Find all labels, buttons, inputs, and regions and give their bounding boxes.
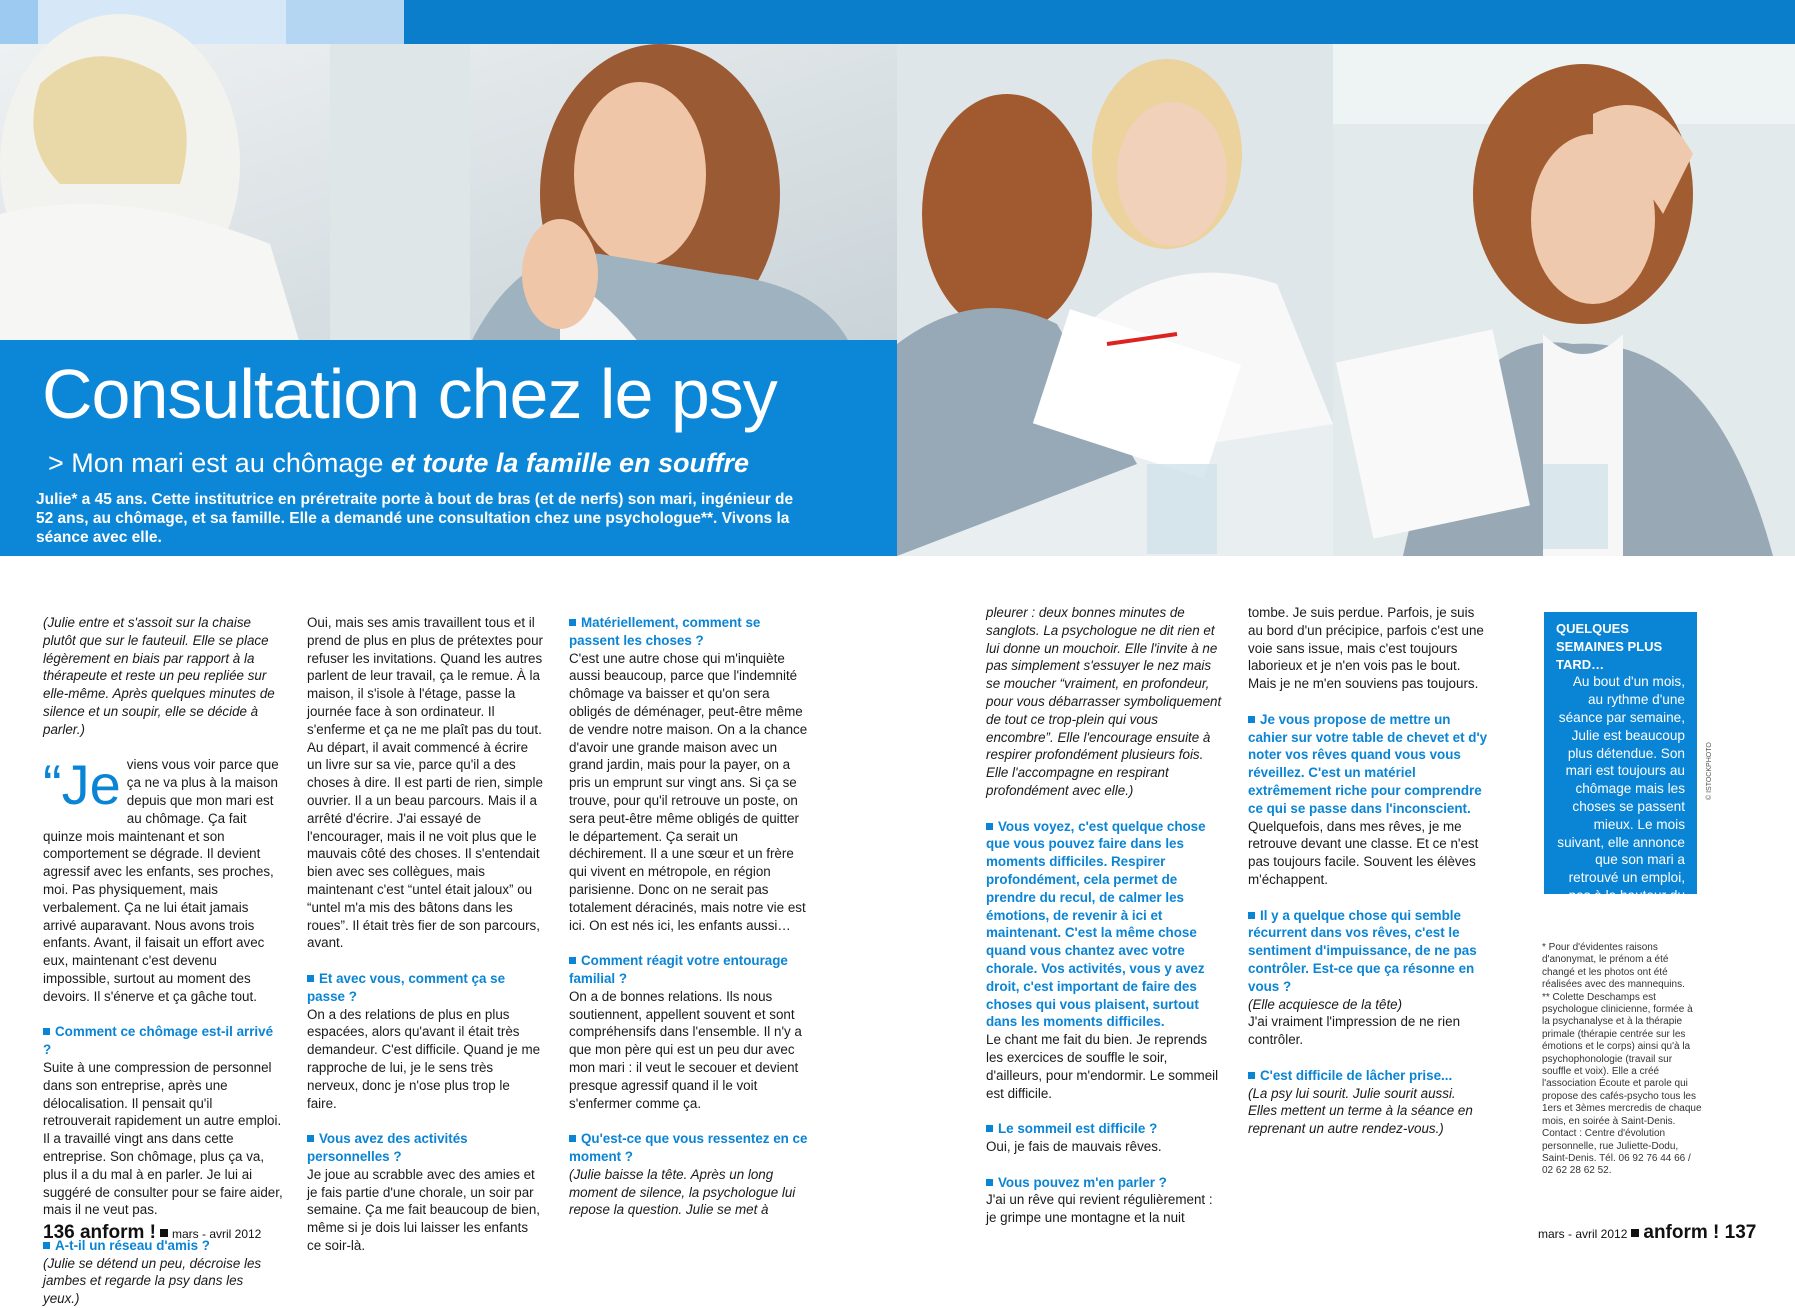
square-bullet-icon (569, 957, 576, 964)
stage-direction: (Julie baisse la tête. Après un long moment de silence, la psychologue lui repose la question. Julie se met à (569, 1166, 796, 1218)
photo-middle-notes (897, 44, 1333, 556)
question: Vous voyez, c'est quelque chose que vous pouvez faire dans les moments difficiles. Respirer profondément, cela permet de prendre du recul, de calmer les émotions, de revenir à ici et maintenant. C'est la même chose quand vous chantez avec votre chorale. Vos activités, vous y avez droit, c'est important de faire des choses qui vous plaisent, surtout dans les moments difficiles. (986, 818, 1206, 1030)
answer: On a des relations de plus en plus espacées, alors qu'avant il était très demandeur. C'est difficile. Quand je me rapproche de lui, je le sens très nerveux, donc je n'ose plus trop le faire. (307, 1006, 541, 1111)
stage-direction: (La psy lui sourit. Julie sourit aussi. Elles mettent un terme à la séance en reprenant un autre rendez-vous.) (1248, 1085, 1473, 1137)
square-bullet-icon (1631, 1229, 1639, 1237)
stage-direction: (Elle acquiesce de la tête) (1248, 996, 1403, 1012)
column-1 (43, 614, 283, 1308)
square-bullet-icon (307, 1135, 314, 1142)
answer: tombe. Je suis perdue. Parfois, je suis au bord d'un précipice, parfois c'est une voie sans issue, mais c'est toujours laborieux et je n'en vois pas le bout. Mais je ne m'en souviens pas toujours. (1248, 605, 1484, 692)
column-5 (1248, 604, 1488, 1138)
question: Je vous propose de mettre un cahier sur votre table de chevet et d'y noter vos rêves quand vous vous réveillez. C'est un matériel extrêmement riche pour comprendre ce qui se passe dans l'inconscient. (1248, 711, 1488, 816)
article-intro: Julie* a 45 ans. Cette institutrice en préretraite porte à bout de bras (et de nerfs) son mari, ingénieur de 52 ans, au chômage, et sa famille. Elle a demandé une consultation chez une psychologue**. Vivons la séance avec elle. (36, 491, 794, 546)
page-number-right: 137 (1724, 1222, 1757, 1243)
footnote-1: * Pour d'évidentes raisons d'anonymat, le prénom a été changé et les photos ont été réalisées avec des mannequins. (1542, 942, 1685, 991)
square-bullet-icon (43, 1028, 50, 1035)
magazine-name-right: anform ! (1643, 1222, 1720, 1243)
stage-direction: (Julie entre et s'assoit sur la chaise plutôt que sur le fauteuil. Elle se place légèrement en biais par rapport à la thérapeute et reste un peu repliée sur elle-même. Après quelques minutes de silence et un soupir, elle se décide à parler.) (43, 615, 275, 737)
question: Vous avez des activités personnelles ? (307, 1131, 468, 1164)
question: C'est difficile de lâcher prise... (1248, 1067, 1488, 1085)
sidebar-body: Au bout d'un mois, au rythme d'une séance par semaine, Julie est beaucoup plus détendue. Son mari est toujours au chômage mais les choses se passent mieux. Le mois suivant, elle annonce que son mari a retrouvé un emploi, pas à la hauteur du précédent mais qui le satisfait quand même. (1557, 674, 1685, 957)
answer: Le chant me fait du bien. Je reprends les exercices de souffle le soir, d'ailleurs, pour m'endormir. Le sommeil est difficile. (986, 1032, 1219, 1101)
question: Comment réagit votre entourage familial ? (569, 953, 788, 986)
square-bullet-icon (307, 975, 314, 982)
answer: Oui, je fais de mauvais rêves. (986, 1138, 1162, 1154)
square-bullet-icon (1248, 1072, 1255, 1079)
answer: Quelquefois, dans mes rêves, je me retrouve devant une classe. Et ce n'est pas toujours facile. Souvent les élèves m'échappent. (1248, 818, 1479, 887)
photo-right-woman (1333, 44, 1795, 556)
answer: Oui, mais ses amis travaillent tous et il prend de plus en plus de prétextes pour refuser les invitations. Quand les autres parlent de leur travail, ça le remue. À la maison, il s'isole à l'étage, passe la journée face à son ordinateur. Il s'enferme et ça ne me plaît pas du tout. Au départ, il avait commencé à écrire un livre sur sa vie, parce qu'il a des choses à dire. Il est parti de rien, simple ouvrier. Il a un beau parcours. Mais il a arrêté d'écrire. J'ai essayé de l'encourager, mais il ne voit plus que le mauvais côté des choses. Il s'entendait bien avec ses collègues, mais maintenant c'est “untel était jaloux” ou “untel m'a mis des bâtons dans les roues”. Il était très fier de son parcours, avant. (307, 615, 543, 951)
square-bullet-icon (1248, 912, 1255, 919)
photo-left-consultation (0, 44, 897, 344)
sidebar-heading: QUELQUES SEMAINES PLUS TARD… (1556, 621, 1663, 672)
footnote-2: ** Colette Deschamps est psychologue clinicienne, formée à la psychanalyse et à la thérapie primale (thérapie centrée sur les émotions et le corps) ainsi qu'à la psychophonologie (travail sur souffle et voix). Elle a créé l'association Écoute et parole qui propose des cafés-psycho tous les 1ers et 3èmes mercredis de chaque mois, en soirée à Saint-Denis. Contact : Centre d'évolution personnelle, rue Juliette-Dodu, Saint-Denis. Tél. 06 92 76 44 66 / 02 62 28 62 52. (1542, 991, 1702, 1177)
column-3 (569, 614, 809, 1219)
answer: J'ai un rêve qui revient régulièrement : je grimpe une montagne et la nuit (986, 1192, 1213, 1226)
issue-date-right: mars - avril 2012 (1538, 1227, 1628, 1241)
question: A-t-il un réseau d'amis ? (43, 1237, 283, 1255)
square-bullet-icon (569, 619, 576, 626)
question: Le sommeil est difficile ? (986, 1120, 1226, 1138)
folio-left (43, 1222, 261, 1244)
answer: C'est une autre chose qui m'inquiète aussi beaucoup, parce que l'indemnité chômage va baisser et qu'on sera obligés de déménager, peut-être même de vendre notre maison. On a la chance d'avoir une grande maison avec un grand jardin, mais pour la payer, on a pris un emprunt sur vingt ans. Si ça se trouve, pour qu'il retrouve un poste, on sera peut-être même obligés de quitter le département. Ça serait un déchirement. Il a une sœur et un frère qui vivent en métropole, en région parisienne. Donc on ne serait pas totalement déracinés, mais notre vie est ici. On est nés ici, les enfants aussi… (569, 650, 808, 933)
square-bullet-icon (1248, 716, 1255, 723)
square-bullet-icon (569, 1135, 576, 1142)
question: Et avec vous, comment ça se passe ? (307, 970, 506, 1004)
square-bullet-icon (986, 1179, 993, 1186)
column-4 (986, 604, 1226, 1227)
magazine-name-left: anform ! (79, 1222, 156, 1243)
stage-direction: pleurer : deux bonnes minutes de sanglots. La psychologue ne dit rien et lui donne un mouchoir. Elle l'invite à ne pas simplement s'essuyer le nez mais se moucher “vraiment, en profondeur, pour vous débarrasser symboliquement de tout ce trop-plein qui vous encombre”. Elle l'encourage ensuite à respirer profondément plusieurs fois. Elle l'accompagne en respirant profondément avec elle.) (986, 605, 1222, 798)
issue-date-left: mars - avril 2012 (171, 1227, 262, 1241)
question: Matériellement, comment se passent les choses ? (569, 615, 761, 648)
page-number-left: 136 (43, 1222, 75, 1243)
question: Comment ce chômage est-il arrivé ? (43, 1024, 274, 1058)
question: Il y a quelque chose qui semble récurrent dans vos rêves, c'est le sentiment d'impuissance, de ne pas contrôler. Est-ce que ça résonne en vous ? (1248, 907, 1477, 994)
opening-paragraph: “Je viens vous voir parce que ça ne va plus à la maison depuis que mon mari est au chômage. Ça fait quinze mois maintenant et son comportement se dégrade. Il devient agressif avec les enfants, ses proches, moi. Pas physiquement, mais verbalement. Ça ne lui était jamais arrivé auparavant. Nous avons trois enfants. Avant, il faisait un effort avec eux, maintenant c'est devenu impossible, surtout au moment des devoirs. Il s'énerve et ça gâche tout. (43, 753, 279, 1004)
header-band (0, 0, 1795, 44)
footnotes (1542, 942, 1702, 1178)
folio-right (1538, 1222, 1756, 1244)
question: Qu'est-ce que vous ressentez en ce moment ? (569, 1131, 808, 1164)
square-bullet-icon (986, 1125, 993, 1132)
answer: Suite à une compression de personnel dans son entreprise, après une délocalisation. Il pensait qu'il retrouverait rapidement un autre emploi. Il a travaillé vingt ans dans cette entreprise. Son chômage, plus ça va, plus il a du mal à en parler. Je lui ai suggéré de consulter pour se faire aider, mais il ne veut pas. (43, 1059, 283, 1218)
answer: On a de bonnes relations. Ils nous soutiennent, appellent souvent et sont compréhensifs dans l'ensemble. Il n'y a que mon père qui est un peu dur avec mon mari : il veut le secouer et devient presque agressif quand il le voit s'enfermer comme ça. (569, 988, 802, 1111)
square-bullet-icon (986, 823, 993, 830)
photo-credit: © ISTOCKPHOTO (1706, 742, 1713, 800)
sidebar-box (1544, 612, 1697, 957)
question: Vous pouvez m'en parler ? (986, 1174, 1226, 1192)
column-2 (307, 614, 543, 1255)
drop-cap: “Je (43, 753, 121, 817)
answer: J'ai vraiment l'impression de ne rien contrôler. (1248, 1014, 1461, 1048)
article-title: Consultation chez le psy (42, 355, 777, 433)
square-bullet-icon (160, 1229, 168, 1237)
article-subtitle: > Mon mari est au chômage et toute la famille en souffre (48, 448, 750, 478)
stage-direction: (Julie se détend un peu, décroise les jambes et regarde la psy dans les yeux.) (43, 1255, 262, 1307)
answer: Je joue au scrabble avec des amies et je fais partie d'une chorale, un soir par semaine. Ça me fait beaucoup de bien, même si je dois lui laisser les enfants ce soir-là. (307, 1166, 540, 1253)
